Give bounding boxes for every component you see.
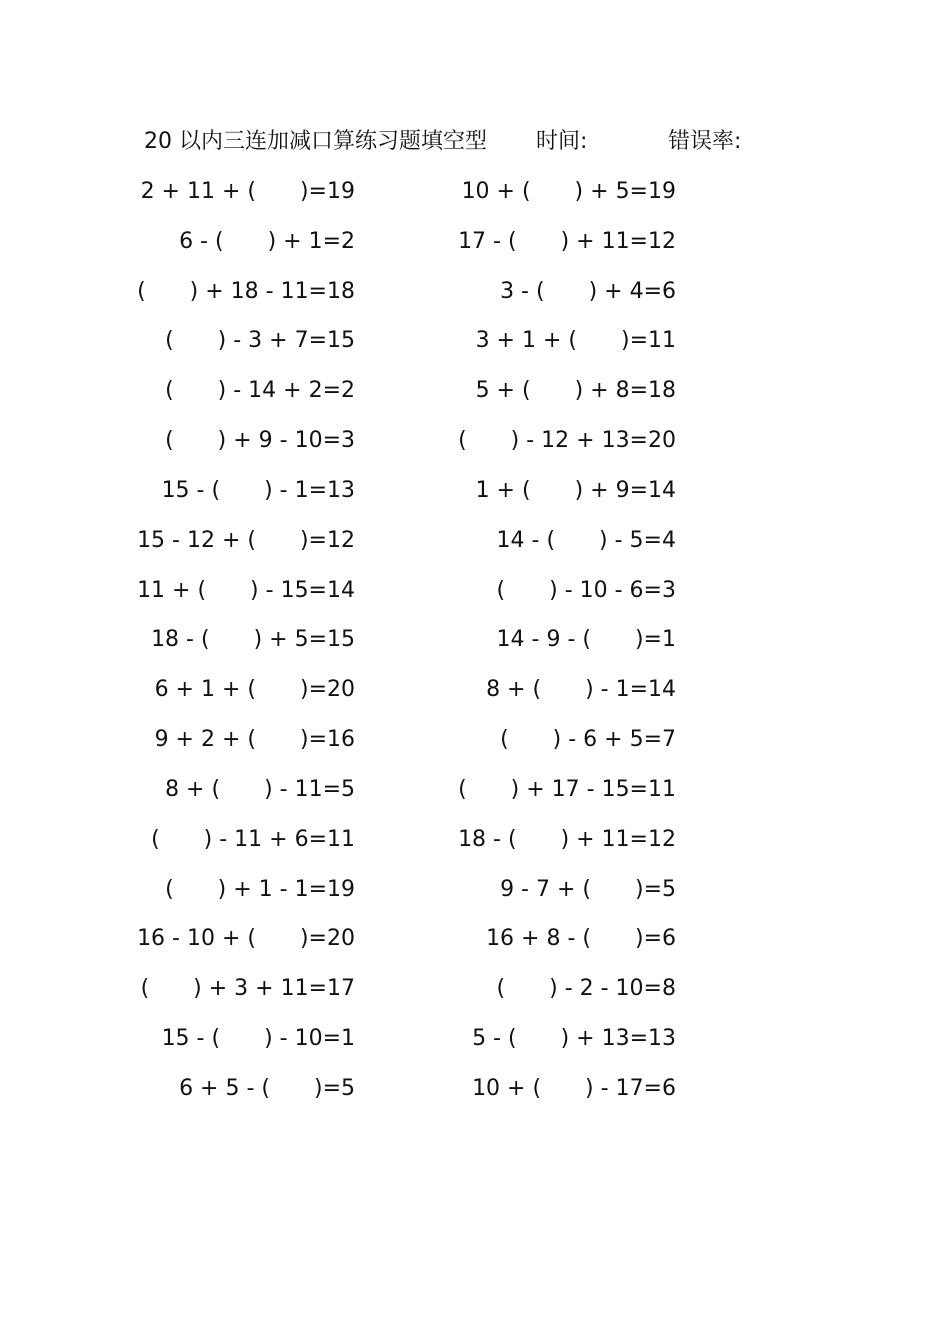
problem-left-18: 15 - ( ) - 10=1 [161, 1026, 355, 1052]
problem-right-10: 14 - 9 - ( )=1 [496, 627, 676, 653]
problem-left-11: 6 + 1 + ( )=20 [154, 677, 355, 703]
problem-right-15: 9 - 7 + ( )=5 [500, 876, 676, 902]
problem-right-4: 3 + 1 + ( )=11 [475, 328, 676, 354]
problem-left-3: ( ) + 18 - 11=18 [137, 278, 355, 304]
right-problem-column [430, 170, 700, 1117]
problem-left-5: ( ) - 14 + 2=2 [165, 378, 355, 404]
problem-right-6: ( ) - 12 + 13=20 [458, 428, 676, 454]
problem-left-1: 2 + 11 + ( )=19 [140, 179, 355, 204]
problem-left-8: 15 - 12 + ( )=12 [137, 527, 355, 553]
problem-right-14: 18 - ( ) + 11=12 [458, 826, 676, 852]
problem-right-9: ( ) - 10 - 6=3 [496, 577, 676, 603]
problem-right-1: 10 + ( ) + 5=19 [461, 179, 676, 204]
problem-left-13: 8 + ( ) - 11=5 [165, 776, 355, 802]
problem-left-16: 16 - 10 + ( )=20 [137, 926, 355, 952]
problem-right-18: 5 - ( ) + 13=13 [472, 1026, 676, 1052]
problem-right-5: 5 + ( ) + 8=18 [475, 378, 676, 404]
problem-left-6: ( ) + 9 - 10=3 [165, 428, 355, 454]
left-problem-column [110, 170, 380, 1117]
time-label: 时间: [536, 129, 588, 154]
problem-right-19: 10 + ( ) - 17=6 [472, 1075, 676, 1101]
problem-left-19: 6 + 5 - ( )=5 [179, 1075, 355, 1101]
problem-left-17: ( ) + 3 + 11=17 [140, 976, 355, 1002]
problem-right-12: ( ) - 6 + 5=7 [500, 727, 676, 753]
header [144, 124, 784, 160]
problem-left-9: 11 + ( ) - 15=14 [137, 577, 355, 603]
problem-right-16: 16 + 8 - ( )=6 [486, 926, 676, 952]
problem-right-13: ( ) + 17 - 15=11 [458, 776, 676, 802]
problem-left-2: 6 - ( ) + 1=2 [179, 228, 355, 254]
problem-right-17: ( ) - 2 - 10=8 [496, 976, 676, 1002]
problem-left-7: 15 - ( ) - 1=13 [161, 477, 355, 503]
problem-right-7: 1 + ( ) + 9=14 [475, 477, 676, 503]
error-rate-label: 错误率: [668, 129, 742, 154]
problem-left-4: ( ) - 3 + 7=15 [165, 328, 355, 354]
problem-right-3: 3 - ( ) + 4=6 [500, 278, 676, 304]
problem-left-10: 18 - ( ) + 5=15 [151, 627, 355, 653]
problem-right-2: 17 - ( ) + 11=12 [458, 228, 676, 254]
problem-left-15: ( ) + 1 - 1=19 [165, 876, 355, 902]
page-title: 20 以内三连加减口算练习题填空型 [144, 129, 487, 154]
problem-left-12: 9 + 2 + ( )=16 [154, 727, 355, 753]
problem-right-8: 14 - ( ) - 5=4 [496, 527, 676, 553]
problem-right-11: 8 + ( ) - 1=14 [486, 677, 676, 703]
problem-left-14: ( ) - 11 + 6=11 [151, 826, 355, 852]
